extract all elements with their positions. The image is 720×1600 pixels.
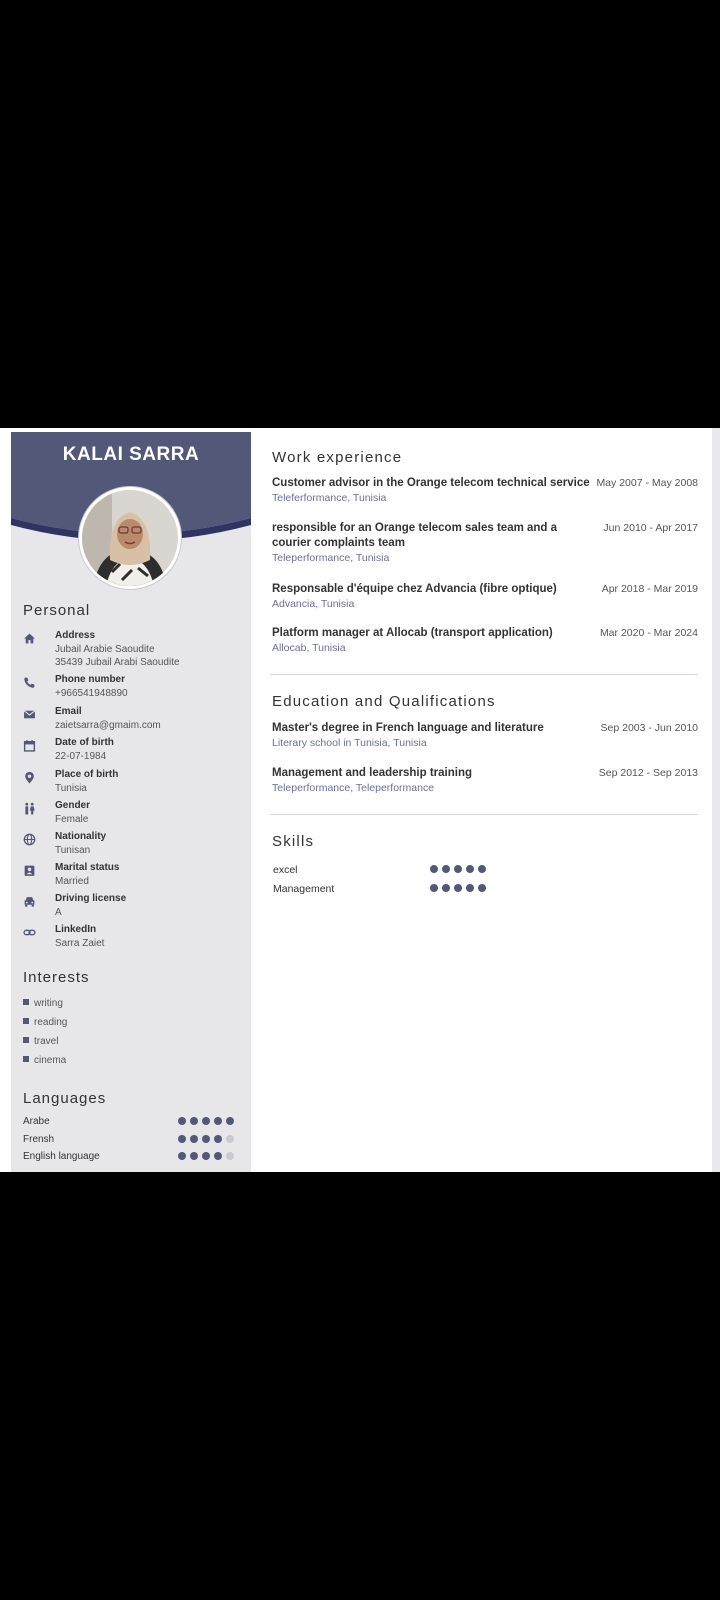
skill-name: Management	[273, 883, 335, 895]
address-label: Address	[55, 630, 96, 641]
level-dot-filled	[466, 884, 474, 892]
personal-gender	[23, 800, 245, 826]
work-item	[272, 476, 698, 504]
pob-label: Place of birth	[55, 769, 119, 780]
level-dot-filled	[478, 865, 486, 873]
level-dot-filled	[190, 1152, 198, 1160]
interest-item	[23, 1017, 67, 1028]
interest-item	[23, 1036, 58, 1047]
language-row	[23, 1151, 233, 1165]
sidebar	[11, 432, 251, 1172]
skills-title: Skills	[272, 833, 315, 850]
page-edge	[712, 428, 720, 1172]
level-dot-filled	[478, 884, 486, 892]
phone-value: +966541948890	[55, 688, 128, 699]
calendar-icon	[23, 739, 36, 752]
email-label: Email	[55, 706, 82, 717]
address-line-1: Jubail Arabie Saoudite	[55, 644, 155, 655]
work-item-title: responsible for an Orange telecom sales team and a courier complaints team	[272, 522, 558, 549]
work-item-dates: May 2007 - May 2008	[596, 477, 698, 489]
work-experience-title: Work experience	[272, 449, 403, 466]
languages-title: Languages	[23, 1090, 107, 1107]
personal-place-of-birth	[23, 769, 245, 795]
level-dot-filled	[442, 865, 450, 873]
education-item	[272, 721, 698, 749]
work-item-title: Platform manager at Allocab (transport application)	[272, 627, 553, 639]
linkedin-value[interactable]: Sarra Zaiet	[55, 938, 105, 949]
level-dot-filled	[454, 865, 462, 873]
education-item-dates: Sep 2003 - Jun 2010	[600, 722, 698, 734]
level-dot-filled	[430, 865, 438, 873]
work-item	[272, 582, 698, 610]
language-row	[23, 1134, 233, 1148]
level-dot-filled	[214, 1117, 222, 1125]
phone-label: Phone number	[55, 674, 126, 685]
personal-title: Personal	[23, 602, 91, 619]
marital-status-value: Married	[55, 876, 89, 887]
bullet-icon	[23, 999, 29, 1005]
globe-icon	[23, 833, 36, 846]
language-name: Arabe	[23, 1116, 50, 1127]
interest-item	[23, 998, 63, 1009]
education-item	[272, 766, 698, 794]
section-divider	[270, 674, 698, 675]
driving-license-label: Driving license	[55, 893, 127, 904]
work-item-org: Teleperformance, Tunisia	[272, 552, 390, 564]
driving-license-value: A	[55, 907, 62, 918]
gender-label: Gender	[55, 800, 91, 811]
level-dot-filled	[202, 1135, 210, 1143]
home-icon	[23, 632, 36, 645]
education-item-org: Teleperformance, Teleperformance	[272, 782, 435, 794]
level-dot-filled	[190, 1117, 198, 1125]
level-dot-filled	[454, 884, 462, 892]
gender-icon	[23, 802, 36, 815]
dob-value: 22-07-1984	[55, 751, 107, 762]
personal-marital-status	[23, 862, 245, 888]
resume-page	[0, 428, 720, 1172]
marital-status-label: Marital status	[55, 862, 120, 873]
gender-value: Female	[55, 814, 89, 825]
car-icon	[23, 895, 36, 908]
education-item-title: Management and leadership training	[272, 767, 473, 779]
level-dot-filled	[466, 865, 474, 873]
level-dot-filled	[226, 1117, 234, 1125]
avatar	[79, 487, 181, 589]
interest-label: cinema	[34, 1055, 67, 1066]
id-card-icon	[23, 864, 36, 877]
address-value	[55, 643, 180, 669]
nationality-label: Nationality	[55, 831, 107, 842]
location-pin-icon	[23, 771, 36, 784]
level-dot-filled	[178, 1117, 186, 1125]
language-level-dots	[178, 1135, 234, 1143]
interests-title: Interests	[23, 969, 90, 986]
level-dot-filled	[214, 1152, 222, 1160]
language-name: English language	[23, 1151, 100, 1162]
language-level-dots	[178, 1117, 234, 1125]
education-item-org: Literary school in Tunisia, Tunisia	[272, 737, 427, 749]
level-dot-filled	[202, 1117, 210, 1125]
education-title: Education and Qualifications	[272, 693, 496, 710]
level-dot-filled	[442, 884, 450, 892]
nationality-value: Tunisan	[55, 845, 91, 856]
education-item-dates: Sep 2012 - Sep 2013	[598, 767, 698, 779]
level-dot-empty	[226, 1135, 234, 1143]
personal-email	[23, 706, 245, 732]
skill-level-dots	[430, 884, 486, 892]
language-level-dots	[178, 1152, 234, 1160]
link-icon	[23, 926, 36, 939]
level-dot-filled	[178, 1135, 186, 1143]
work-item-title: Responsable d'équipe chez Advancia (fibre optique)	[272, 583, 557, 595]
dob-label: Date of birth	[55, 737, 114, 748]
level-dot-filled	[214, 1135, 222, 1143]
education-item-title: Master's degree in French language and literature	[272, 722, 544, 734]
skill-row	[273, 883, 513, 897]
interest-label: travel	[34, 1036, 59, 1047]
skill-level-dots	[430, 865, 486, 873]
address-line-2: 35439 Jubail Arabi Saoudite	[55, 657, 180, 668]
profile-photo	[82, 490, 178, 586]
bullet-icon	[23, 1037, 29, 1043]
bullet-icon	[23, 1018, 29, 1024]
email-icon	[23, 708, 36, 721]
work-item	[272, 521, 698, 564]
work-item	[272, 626, 698, 654]
personal-phone	[23, 674, 245, 700]
interest-label: writing	[34, 998, 63, 1009]
level-dot-empty	[226, 1152, 234, 1160]
skill-row	[273, 864, 513, 878]
skill-name: excel	[273, 864, 298, 876]
personal-driving-license	[23, 893, 245, 919]
phone-icon	[23, 676, 36, 689]
work-item-org: Advancia, Tunisia	[272, 598, 355, 610]
personal-nationality	[23, 831, 245, 857]
language-row	[23, 1116, 233, 1130]
language-name: Frensh	[23, 1134, 55, 1145]
personal-date-of-birth	[23, 737, 245, 763]
work-item-org: Teleferformance, Tunisia	[272, 492, 387, 504]
linkedin-label: LinkedIn	[55, 924, 97, 935]
personal-linkedin	[23, 924, 245, 950]
level-dot-filled	[202, 1152, 210, 1160]
email-value: zaietsarra@gmaim.com	[55, 720, 161, 731]
personal-address	[23, 630, 245, 666]
work-item-org: Allocab, Tunisia	[272, 642, 346, 654]
interest-label: reading	[34, 1017, 68, 1028]
work-item-title: Customer advisor in the Orange telecom technical service	[272, 477, 590, 489]
candidate-name: KALAI SARRA	[62, 444, 200, 465]
work-item-dates: Apr 2018 - Mar 2019	[601, 583, 698, 595]
level-dot-filled	[430, 884, 438, 892]
level-dot-filled	[178, 1152, 186, 1160]
bullet-icon	[23, 1056, 29, 1062]
interest-item	[23, 1055, 66, 1066]
work-item-dates: Mar 2020 - Mar 2024	[599, 627, 698, 639]
pob-value: Tunisia	[55, 783, 87, 794]
level-dot-filled	[190, 1135, 198, 1143]
work-item-dates: Jun 2010 - Apr 2017	[603, 522, 698, 534]
section-divider	[270, 814, 698, 815]
